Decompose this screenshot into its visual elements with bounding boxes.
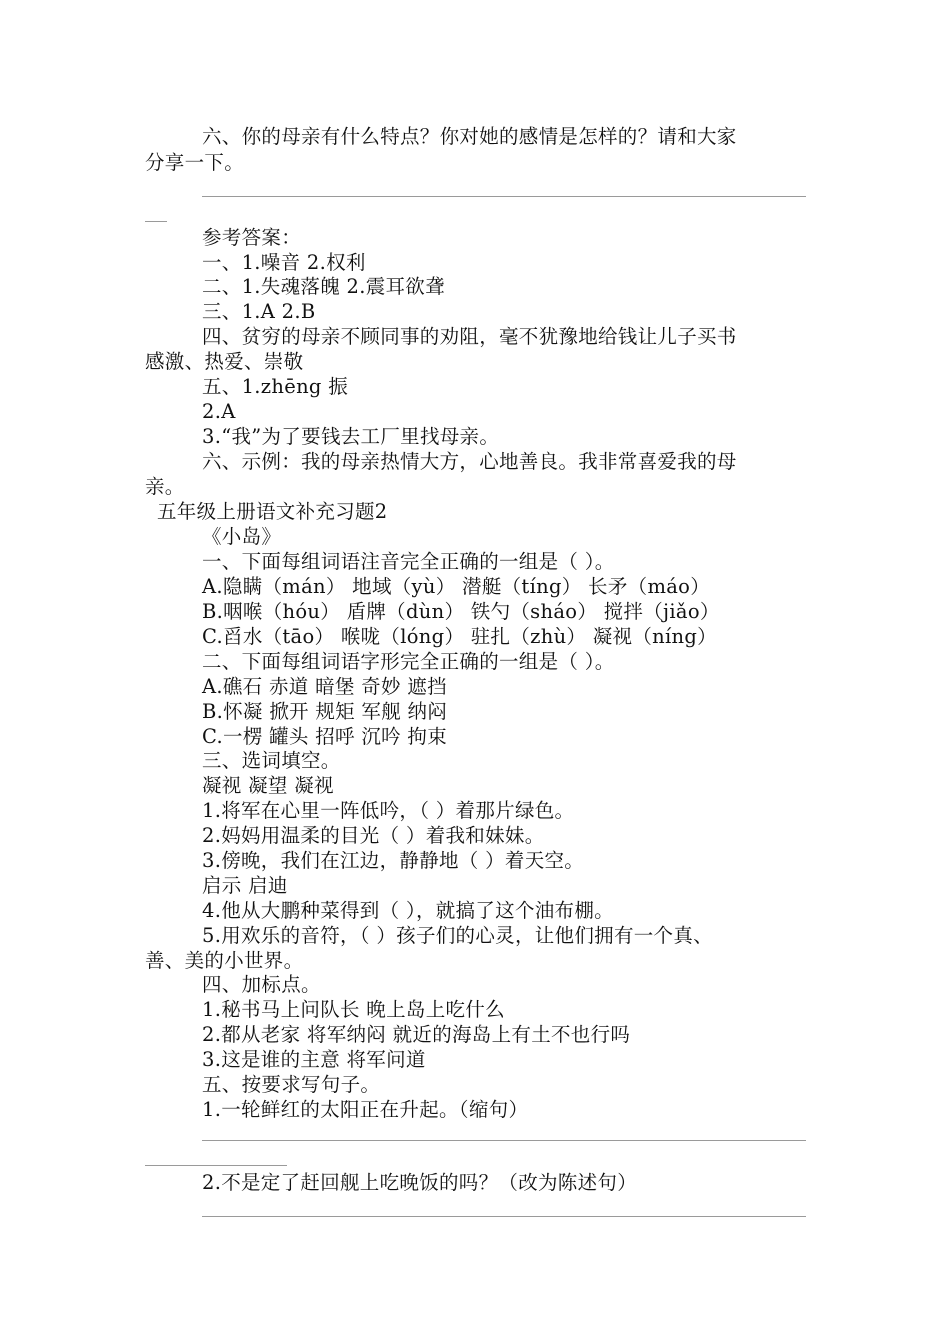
question-1-option-b: B.咽喉（hóu） 盾牌（dùn） 铁勺（sháo） 搅拌（jiǎo） xyxy=(202,600,720,623)
answer-blank-line xyxy=(202,196,806,197)
answer-5-3: 3.“我”为了要钱去工厂里找母亲。 xyxy=(202,425,500,448)
question-3-sentence-5-line-2: 善、美的小世界。 xyxy=(145,949,304,972)
answer-4-line-2: 感激、热爱、崇敬 xyxy=(145,350,304,373)
question-3-sentence-5-line-1: 5.用欢乐的音符，（ ）孩子们的心灵，让他们拥有一个真、 xyxy=(202,924,713,947)
question-4-prompt: 四、加标点。 xyxy=(202,973,321,996)
question-4-sentence-3: 3.这是谁的主意 将军问道 xyxy=(202,1048,426,1071)
question-6-line-1: 六、你的母亲有什么特点？你对她的感情是怎样的？请和大家 xyxy=(202,125,737,148)
answer-1: 一、1.噪音 2.权利 xyxy=(202,251,366,274)
lesson-title: 《小岛》 xyxy=(202,525,282,548)
question-1-option-c: C.舀水（tāo） 喉咙（lóng） 驻扎（zhù） 凝视（níng） xyxy=(202,625,717,648)
question-3-word-choices-1: 凝视 凝望 凝视 xyxy=(202,774,334,797)
answer-blank-line xyxy=(202,1216,806,1217)
question-1-option-a: A.隐瞒（mán） 地域（yù） 潜艇（tíng） 长矛（máo） xyxy=(202,575,710,598)
question-3-sentence-1: 1.将军在心里一阵低吟，（ ）着那片绿色。 xyxy=(202,799,575,822)
question-5-sentence-2: 2.不是定了赶回舰上吃晚饭的吗？（改为陈述句） xyxy=(202,1171,638,1194)
answer-blank-line-end xyxy=(145,1165,287,1166)
question-4-sentence-2: 2.都从老家 将军纳闷 就近的海岛上有土不也行吗 xyxy=(202,1023,631,1046)
question-3-sentence-3: 3.傍晚，我们在江边，静静地（ ）着天空。 xyxy=(202,849,585,872)
answer-blank-line-end xyxy=(145,221,167,222)
answer-blank-line xyxy=(202,1140,806,1141)
question-2-option-b: B.怀凝 掀开 规矩 军舰 纳闷 xyxy=(202,700,448,723)
section-title: 五年级上册语文补充习题2 xyxy=(157,500,388,523)
question-6-line-2: 分享一下。 xyxy=(145,151,245,174)
answer-2: 二、1.失魂落魄 2.震耳欲聋 xyxy=(202,275,445,298)
question-3-prompt: 三、选词填空。 xyxy=(202,749,341,772)
question-2-option-c: C.一楞 罐头 招呼 沉吟 拘束 xyxy=(202,725,448,748)
answer-4-line-1: 四、贫穷的母亲不顾同事的劝阻，毫不犹豫地给钱让儿子买书 xyxy=(202,325,737,348)
answer-6-line-1: 六、示例：我的母亲热情大方，心地善良。我非常喜爱我的母 xyxy=(202,450,737,473)
question-1-prompt: 一、下面每组词语注音完全正确的一组是（ ）。 xyxy=(202,550,615,573)
answer-5-2: 2.A xyxy=(202,400,236,423)
answer-6-line-2: 亲。 xyxy=(145,475,185,498)
question-3-sentence-2: 2.妈妈用温柔的目光（ ）着我和妹妹。 xyxy=(202,824,545,847)
question-3-word-choices-2: 启示 启迪 xyxy=(202,874,288,897)
question-5-sentence-1: 1.一轮鲜红的太阳正在升起。（缩句） xyxy=(202,1098,529,1121)
question-2-prompt: 二、下面每组词语字形完全正确的一组是（ ）。 xyxy=(202,650,615,673)
question-3-sentence-4: 4.他从大鹏种菜得到（ ），就搞了这个油布棚。 xyxy=(202,899,614,922)
question-4-sentence-1: 1.秘书马上问队长 晚上岛上吃什么 xyxy=(202,998,505,1021)
question-2-option-a: A.礁石 赤道 暗堡 奇妙 遮挡 xyxy=(202,675,447,698)
answer-3: 三、1.A 2.B xyxy=(202,300,316,323)
question-5-prompt: 五、按要求写句子。 xyxy=(202,1073,381,1096)
answers-heading: 参考答案： xyxy=(202,226,302,249)
answer-5-1: 五、1.zhēng 振 xyxy=(202,375,349,398)
